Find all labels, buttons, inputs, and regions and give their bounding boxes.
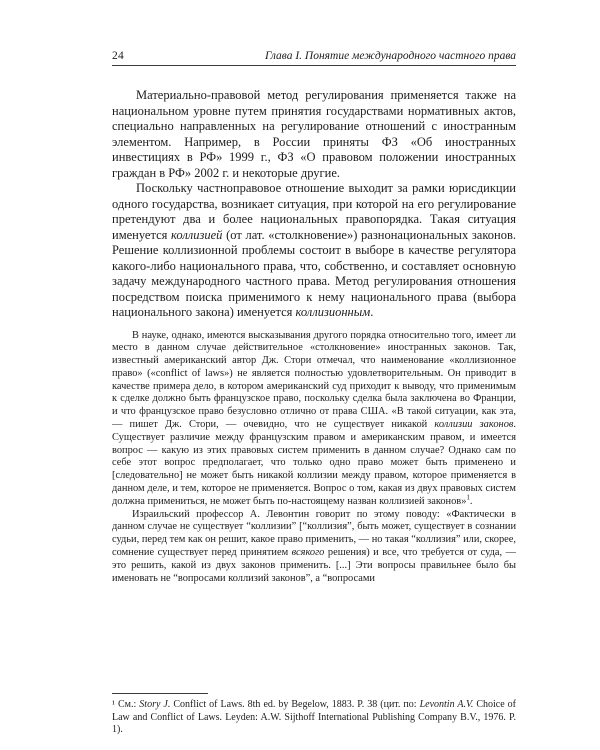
- text-run: В науке, однако, имеются высказывания другого порядка относительно того, имеет ли место в данном случае действительное «столкновение» иностранных законов. Так, известный американский автор Дж. Стори отмечал, что наименование «коллизионное право» («conflict of laws») не является полностью удовлетворительным. Он приводит в качестве примера дело, в котором американский суд приходит к выводу, что применимым к сделке должно быть французское право, поскольку сделка была заключена во Франции, и что французское право безусловно отлично от права США. «В такой ситуации, как эта, — пишет Дж. Стори, — очевидно, что не существует никакой: [112, 329, 516, 431]
- text-run: Conflict of Laws. 8th ed. by Begelow, 1883. P. 38 (цит. по:: [170, 699, 420, 711]
- italic-term: коллизии законов: [434, 419, 514, 431]
- italic-term: коллизией: [171, 227, 223, 242]
- page-header: [112, 50, 516, 66]
- text-run: решения) и все, что требуется от суда, — это решить, какой из двух законов применить. [...] Эти вопросы правильнее было бы именовать не “вопросами коллизий законов”, а “вопросами: [112, 547, 516, 584]
- footnote-text: [112, 699, 516, 737]
- footnote-area: [112, 693, 516, 737]
- italic-term: коллизионным: [295, 305, 371, 319]
- text-run: (от лат. «столкновение») разнонациональных законов. Решение коллизионной проблемы состоит в выборе в качестве регулятора какого-либо национального права, что, собственно, и составляет основную задачу международного частного права. Метод регулирования отношения посредством поиска применимого к нему национального права (выбора национального закона) именуется: [112, 227, 516, 319]
- text-run: .: [469, 495, 473, 507]
- paragraph-3-petit: [112, 330, 516, 509]
- text-run: Поскольку частноправовое отношение выходит за рамки юрисдикции одного государства, возникает ситуация, при которой на его регулирование претендуют два и более национальных правопорядка. Такая ситуация именуется: [112, 181, 516, 242]
- italic-term: всякого: [291, 547, 325, 559]
- page-content: [112, 50, 516, 585]
- text-run: . Существует различие между французским правом и американским правом, и имеется вопрос — какую из этих правовых систем применить в данном случае? Однако сам по себе этот вопрос предполагает, что только одно право может быть применено и [следовательно] не может быть никакой коллизии между правом, которое применяется в данном деле, и тем, которое не применяется. Вопрос о том, какая из двух правовых систем должна примениться, не может быть по-настоящему назван коллизией законов»: [112, 419, 517, 507]
- text-run: ¹ См.:: [112, 699, 140, 711]
- footnote-rule: [112, 693, 208, 694]
- paragraph-1: [112, 88, 516, 181]
- running-header: Глава I. Понятие международного частного права: [264, 50, 516, 62]
- text-run: Материально-правовой метод регулирования применяется также на национальном уровне путем принятия государствами нормативных актов, специально направленных на регулирование отношений с иностранным элементом. Например, в России приняты ФЗ «Об иностранных инвестициях в РФ» 1999 г., ФЗ «О правовом положении иностранных граждан в РФ» 2002 г. и некоторые другие.: [112, 88, 516, 180]
- citation-author: Story J.: [139, 699, 171, 711]
- text-run: .: [370, 305, 374, 319]
- footnote-reference: 1: [466, 493, 470, 502]
- text-run: Израильский профессор А. Левонтин говорит по этому поводу: «Фактически в данном случае не существует “коллизии” [“коллизия”, быть может, существует в сознании судьи, перед тем как он решит, какое право применить, — но такая “коллизия” или, скорее, сомнение существует перед принятием: [112, 508, 516, 559]
- page-body: [112, 88, 516, 585]
- text-run: Choice of Law and Conflict of Laws. Leyden: A.W. Sijthoff International Publishing Company B.V., 1976. P. 1).: [112, 699, 516, 736]
- page-number: 24: [112, 50, 125, 62]
- paragraph-4-petit: [112, 509, 516, 586]
- paragraph-2: [112, 181, 516, 321]
- citation-author: Levontin A.V.: [419, 699, 474, 711]
